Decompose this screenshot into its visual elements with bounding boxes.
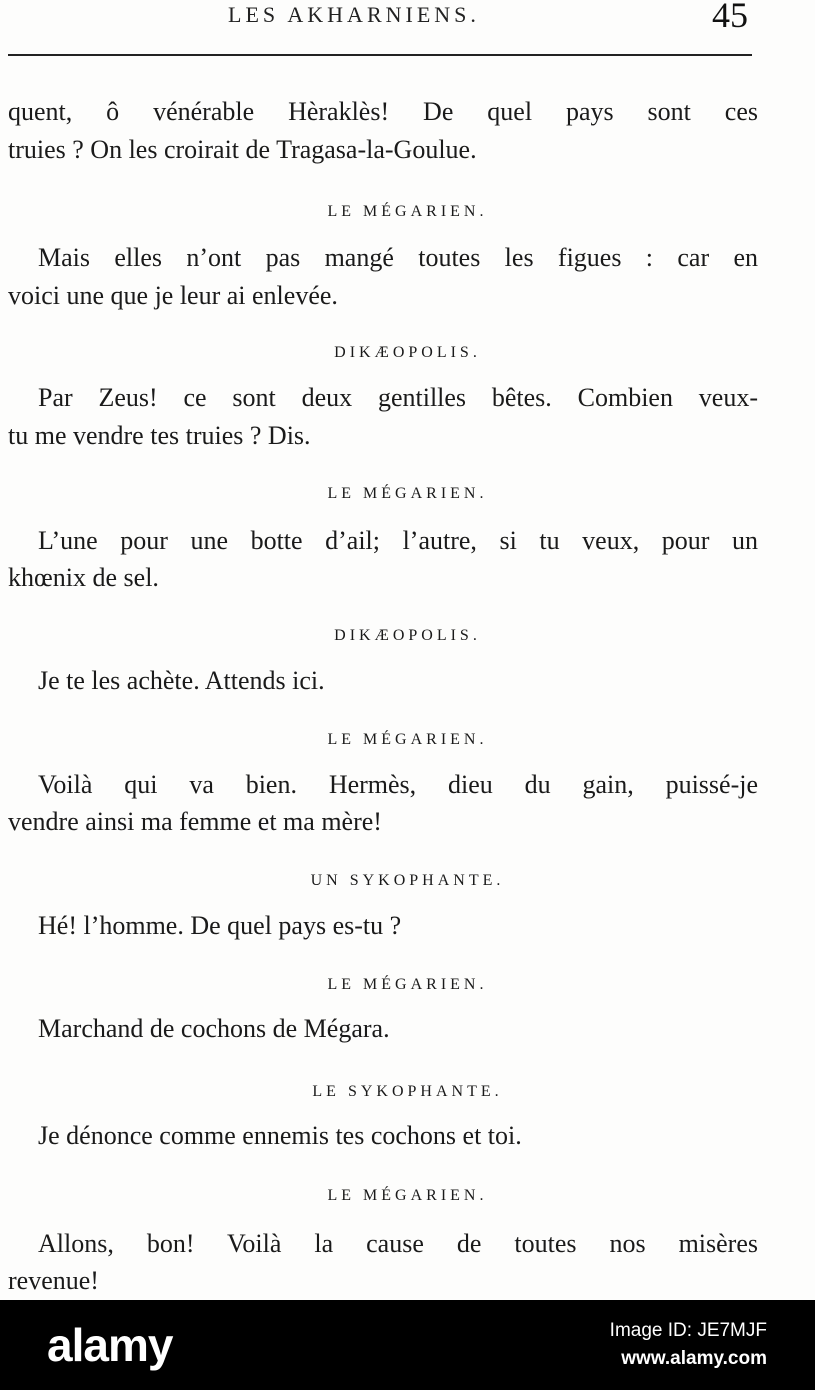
text-line: truies ? On les croirait de Tragasa-la-Goulue. <box>8 135 477 164</box>
speaker-name: LE MÉGARIEN. <box>327 976 488 993</box>
running-title: LES AKHARNIENS. <box>228 2 480 27</box>
text-line: voici une que je leur ai enlevée. <box>8 281 338 310</box>
text-line: vendre ainsi ma femme et ma mère! <box>8 807 382 836</box>
image-id-label: Image ID: JE7MJF <box>609 1320 767 1341</box>
text-line: Je te les achète. Attends ici. <box>38 666 325 695</box>
text-line: Marchand de cochons de Mégara. <box>38 1014 390 1043</box>
speaker-name: UN SYKOPHANTE. <box>310 872 505 889</box>
text-line: Hé! l’homme. De quel pays es-tu ? <box>38 911 402 940</box>
text-line: Je dénonce comme ennemis tes cochons et toi. <box>38 1121 522 1150</box>
text-line: revenue! <box>8 1266 99 1295</box>
header-rule <box>8 54 752 56</box>
speaker-name: LE MÉGARIEN. <box>327 203 488 220</box>
text-line: Allons, bon! Voilà la cause de toutes nos misères <box>38 1229 758 1258</box>
text-line: Par Zeus! ce sont deux gentilles bêtes. Combien veux- <box>38 383 758 412</box>
watermark-banner <box>0 1300 815 1390</box>
page-number: 45 <box>712 0 748 35</box>
speaker-name: LE SYKOPHANTE. <box>312 1083 503 1100</box>
text-line: Mais elles n’ont pas mangé toutes les figues : car en <box>38 243 758 272</box>
speaker-name: LE MÉGARIEN. <box>327 1187 488 1204</box>
speaker-name: DIKÆOPOLIS. <box>334 344 481 361</box>
text-line: quent, ô vénérable Hèraklès! De quel pays sont ces <box>8 97 758 126</box>
speaker-name: DIKÆOPOLIS. <box>334 627 481 644</box>
speaker-name: LE MÉGARIEN. <box>327 731 488 748</box>
text-line: khœnix de sel. <box>8 563 159 592</box>
site-url: www.alamy.com <box>621 1348 767 1369</box>
text-line: L’une pour une botte d’ail; l’autre, si tu veux, pour un <box>38 526 758 555</box>
speaker-name: LE MÉGARIEN. <box>327 485 488 502</box>
text-line: Voilà qui va bien. Hermès, dieu du gain, puissé-je <box>38 770 758 799</box>
text-line: tu me vendre tes truies ? Dis. <box>8 421 311 450</box>
brand-logo: alamy <box>47 1319 173 1371</box>
